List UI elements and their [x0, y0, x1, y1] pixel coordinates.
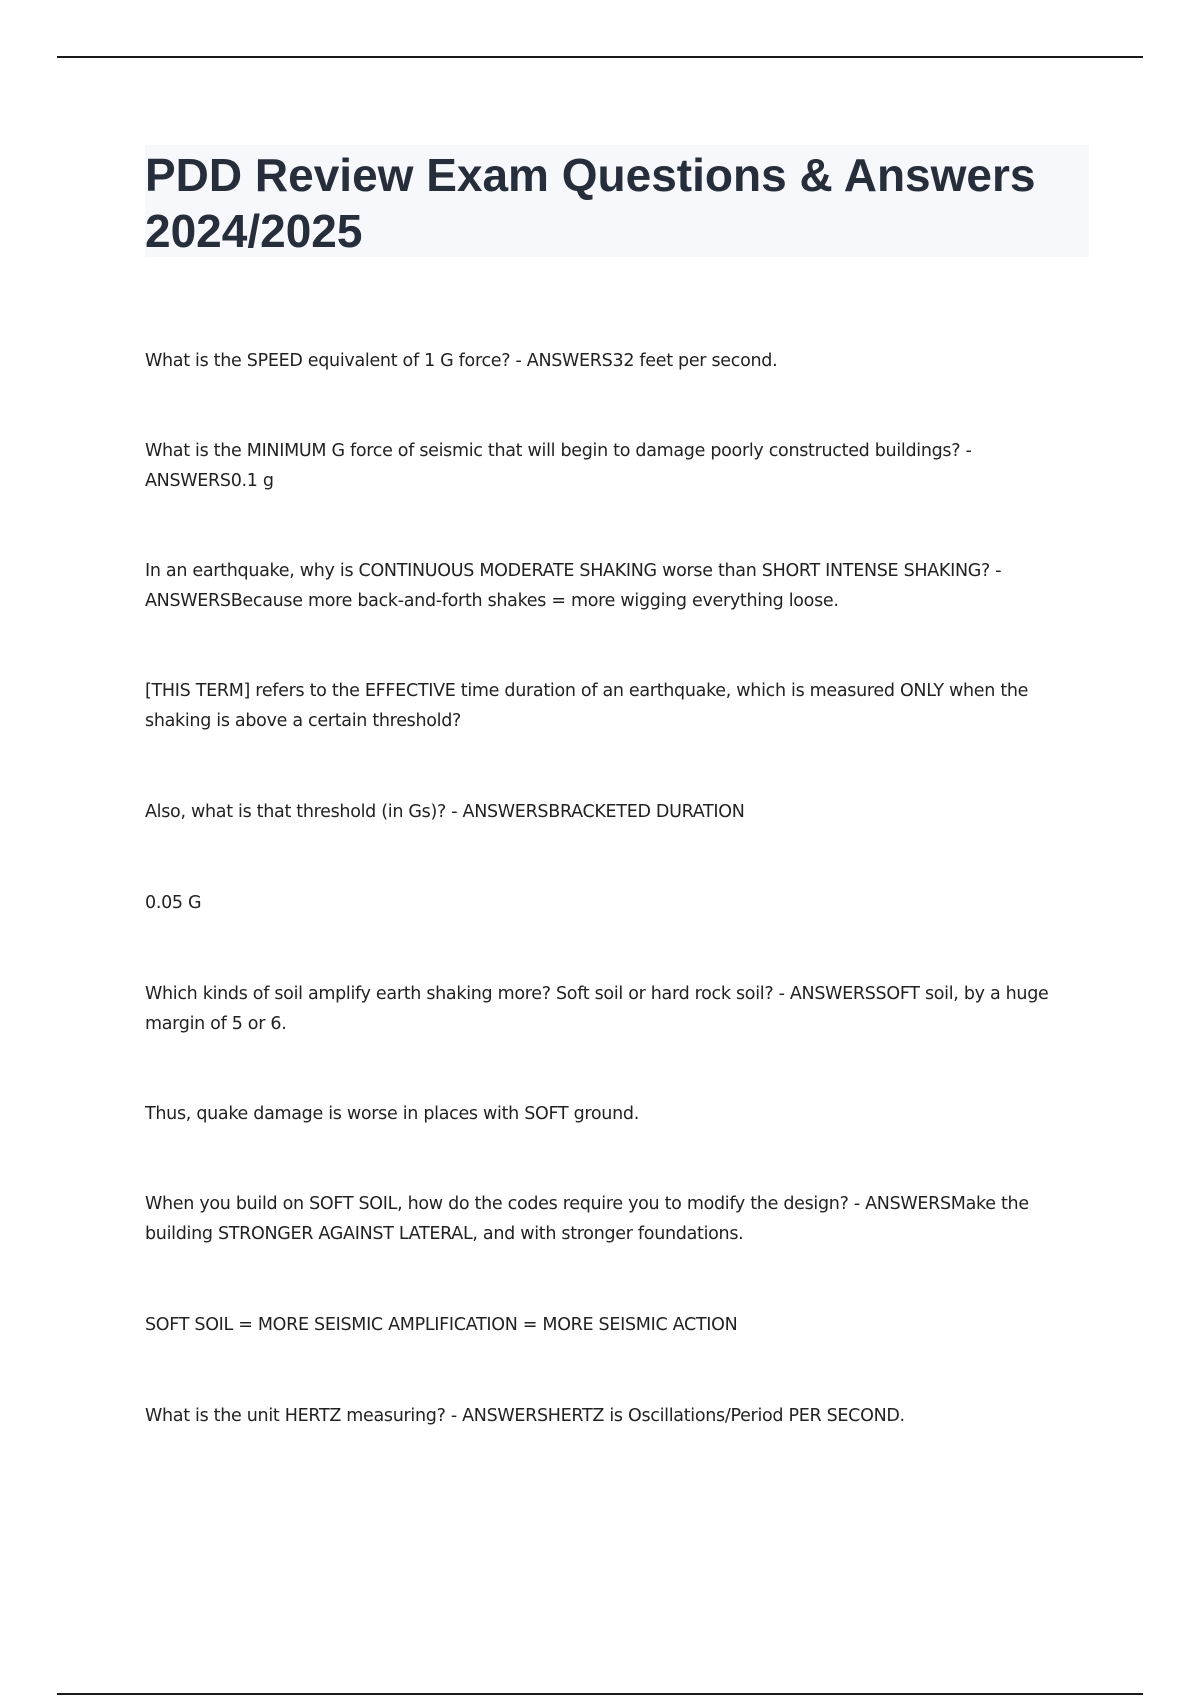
paragraph-q4-threshold: Also, what is that threshold (in Gs)? - ANSWERSBRACKETED DURATION	[145, 802, 745, 822]
paragraph-q5: Which kinds of soil amplify earth shaking more? Soft soil or hard rock soil? - ANSWERSSOFT soil, by a huge margin of 5 or 6.	[145, 984, 1049, 1034]
top-rule	[57, 56, 1143, 58]
paragraph-q1: What is the SPEED equivalent of 1 G force? - ANSWERS32 feet per second.	[145, 351, 778, 371]
paragraph-q5-note: Thus, quake damage is worse in places with SOFT ground.	[145, 1104, 639, 1124]
paragraph-q7: What is the unit HERTZ measuring? - ANSWERSHERTZ is Oscillations/Period PER SECOND.	[145, 1406, 905, 1426]
bottom-rule	[57, 1693, 1143, 1695]
document-title: PDD Review Exam Questions & Answers 2024/2025	[145, 149, 1036, 257]
paragraph-q6: When you build on SOFT SOIL, how do the codes require you to modify the design? - ANSWERSMake the building STRONGER AGAINST LATERAL, and with stronger foundations.	[145, 1194, 1029, 1244]
paragraph-q4-value: 0.05 G	[145, 893, 202, 913]
paragraph-q6-note: SOFT SOIL = MORE SEISMIC AMPLIFICATION = MORE SEISMIC ACTION	[145, 1315, 738, 1335]
paragraph-q4: [THIS TERM] refers to the EFFECTIVE time duration of an earthquake, which is measured ONLY when the shaking is above a certain threshold?	[145, 681, 1029, 731]
paragraph-q3: In an earthquake, why is CONTINUOUS MODERATE SHAKING worse than SHORT INTENSE SHAKING? - ANSWERSBecause more back-and-forth shakes = more wigging everything loose.	[145, 561, 1002, 611]
title-banner	[145, 145, 1089, 257]
paragraph-q2: What is the MINIMUM G force of seismic that will begin to damage poorly constructed buildings? - ANSWERS0.1 g	[145, 441, 972, 491]
